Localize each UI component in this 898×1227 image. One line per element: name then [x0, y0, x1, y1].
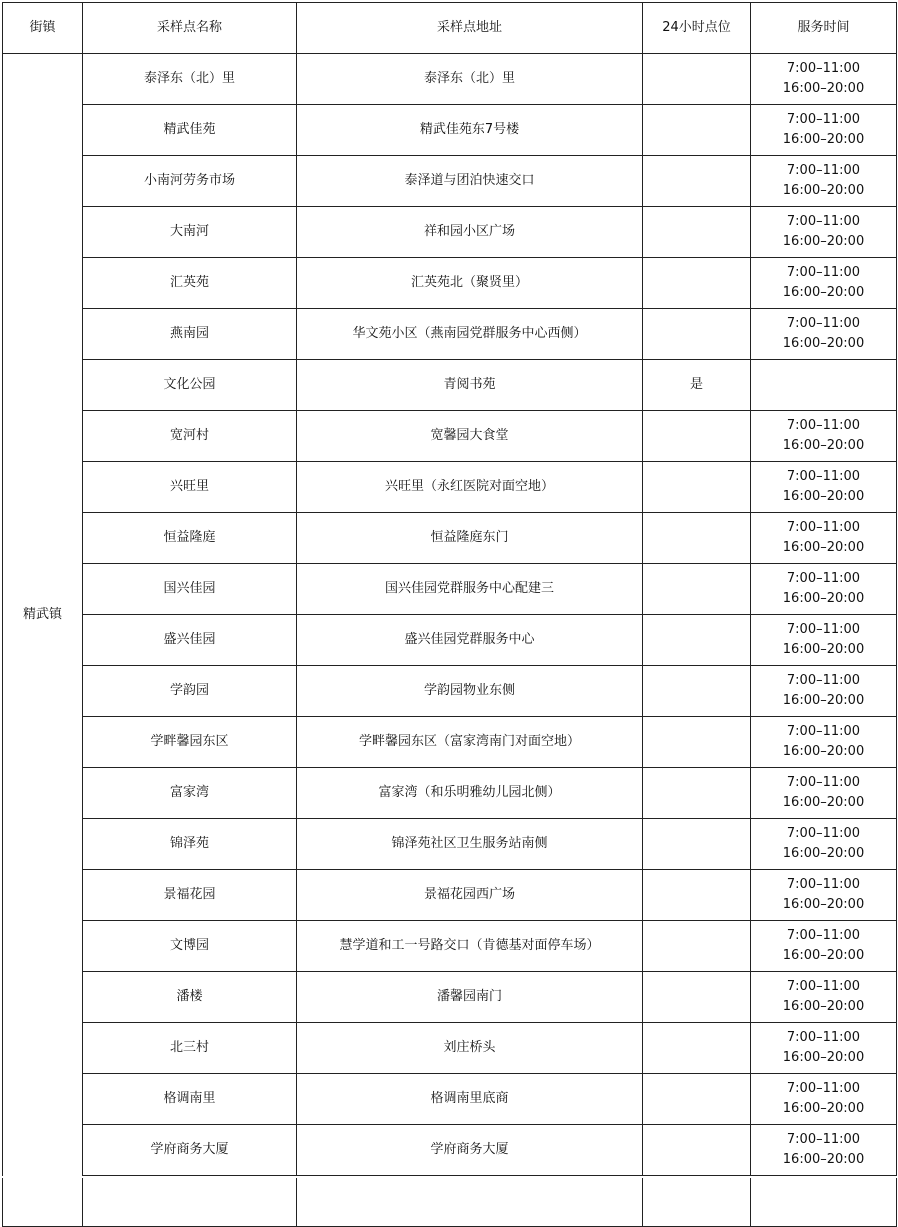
site-name-cell: 格调南里	[83, 1074, 297, 1125]
site-address-cell: 潘馨园南门	[297, 972, 643, 1023]
is-24h-cell	[643, 309, 751, 360]
site-address-cell: 国兴佳园党群服务中心配建三	[297, 564, 643, 615]
site-name-cell: 汇英苑	[83, 258, 297, 309]
service-hours-cell	[751, 156, 897, 207]
is-24h-cell	[643, 105, 751, 156]
site-name-cell: 精武佳苑	[83, 105, 297, 156]
service-hours-cell	[751, 1023, 897, 1074]
is-24h-cell	[643, 258, 751, 309]
site-address-cell: 格调南里底商	[297, 1074, 643, 1125]
morning-hours: 7:00–11:00	[786, 163, 861, 178]
morning-hours: 7:00–11:00	[786, 673, 861, 688]
is-24h-cell	[643, 870, 751, 921]
afternoon-hours: 16:00–20:00	[782, 948, 865, 963]
site-address-cell: 慧学道和工一号路交口（肯德基对面停车场）	[297, 921, 643, 972]
afternoon-hours: 16:00–20:00	[782, 795, 865, 810]
site-address-cell: 学韵园物业东侧	[297, 666, 643, 717]
is-24h-cell	[643, 54, 751, 105]
table-row	[3, 156, 897, 207]
table-row	[3, 564, 897, 615]
table-row	[3, 768, 897, 819]
site-address-cell: 祥和园小区广场	[297, 207, 643, 258]
table-row	[3, 1125, 897, 1176]
site-name-cell: 燕南园	[83, 309, 297, 360]
header-site-name: 采样点名称	[83, 3, 297, 54]
afternoon-hours: 16:00–20:00	[782, 132, 865, 147]
morning-hours: 7:00–11:00	[786, 571, 861, 586]
site-name-cell: 锦泽苑	[83, 819, 297, 870]
morning-hours: 7:00–11:00	[786, 928, 861, 943]
header-service-hours: 服务时间	[751, 3, 897, 54]
is-24h-cell	[643, 615, 751, 666]
header-site-address: 采样点地址	[297, 3, 643, 54]
afternoon-hours: 16:00–20:00	[782, 336, 865, 351]
morning-hours: 7:00–11:00	[786, 520, 861, 535]
morning-hours: 7:00–11:00	[786, 877, 861, 892]
table-row	[3, 258, 897, 309]
is-24h-cell	[643, 564, 751, 615]
morning-hours: 7:00–11:00	[786, 724, 861, 739]
site-address-cell: 兴旺里（永红医院对面空地）	[297, 462, 643, 513]
service-hours-cell	[751, 615, 897, 666]
site-address-cell: 泰泽东（北）里	[297, 54, 643, 105]
table-row	[3, 615, 897, 666]
service-hours-cell	[751, 360, 897, 411]
site-name-cell: 文化公园	[83, 360, 297, 411]
afternoon-hours: 16:00–20:00	[782, 846, 865, 861]
header-town: 街镇	[3, 3, 83, 54]
town-cell: 精武镇	[3, 54, 83, 1227]
afternoon-hours: 16:00–20:00	[782, 489, 865, 504]
site-name-cell: 文博园	[83, 921, 297, 972]
is-24h-cell	[643, 921, 751, 972]
is-24h-cell	[643, 666, 751, 717]
is-24h-cell	[643, 207, 751, 258]
table-row	[3, 1023, 897, 1074]
table-header	[3, 3, 897, 54]
table-row	[3, 462, 897, 513]
table-row	[3, 921, 897, 972]
morning-hours: 7:00–11:00	[786, 1030, 861, 1045]
site-address-cell: 宽馨园大食堂	[297, 411, 643, 462]
site-name-cell: 小南河劳务市场	[83, 156, 297, 207]
table-row	[3, 105, 897, 156]
site-address-cell: 泰泽道与团泊快速交口	[297, 156, 643, 207]
morning-hours: 7:00–11:00	[786, 214, 861, 229]
is-24h-cell	[643, 768, 751, 819]
is-24h-cell	[643, 411, 751, 462]
site-address-cell: 盛兴佳园党群服务中心	[297, 615, 643, 666]
morning-hours: 7:00–11:00	[786, 622, 861, 637]
site-address-cell: 锦泽苑社区卫生服务站南侧	[297, 819, 643, 870]
morning-hours: 7:00–11:00	[786, 418, 861, 433]
partial-cell	[751, 1176, 897, 1227]
site-name-cell: 学畔馨园东区	[83, 717, 297, 768]
site-name-cell: 兴旺里	[83, 462, 297, 513]
afternoon-hours: 16:00–20:00	[782, 81, 865, 96]
afternoon-hours: 16:00–20:00	[782, 897, 865, 912]
service-hours-cell	[751, 1074, 897, 1125]
service-hours-cell	[751, 411, 897, 462]
is-24h-cell	[643, 1125, 751, 1176]
site-name-cell: 潘楼	[83, 972, 297, 1023]
service-hours-cell	[751, 972, 897, 1023]
site-name-cell: 宽河村	[83, 411, 297, 462]
sampling-sites-table	[2, 2, 897, 1227]
partial-cell	[297, 1176, 643, 1227]
afternoon-hours: 16:00–20:00	[782, 1101, 865, 1116]
sampling-sites-table-container	[2, 2, 897, 1227]
afternoon-hours: 16:00–20:00	[782, 183, 865, 198]
is-24h-cell	[643, 513, 751, 564]
service-hours-cell	[751, 564, 897, 615]
morning-hours: 7:00–11:00	[786, 775, 861, 790]
table-row	[3, 870, 897, 921]
morning-hours: 7:00–11:00	[786, 1081, 861, 1096]
is-24h-cell	[643, 462, 751, 513]
afternoon-hours: 16:00–20:00	[782, 591, 865, 606]
is-24h-cell: 是	[643, 360, 751, 411]
service-hours-cell	[751, 717, 897, 768]
site-address-cell: 学畔馨园东区（富家湾南门对面空地）	[297, 717, 643, 768]
morning-hours: 7:00–11:00	[786, 61, 861, 76]
table-row	[3, 513, 897, 564]
service-hours-cell	[751, 513, 897, 564]
is-24h-cell	[643, 1074, 751, 1125]
table-body	[3, 54, 897, 1227]
table-row	[3, 819, 897, 870]
site-name-cell: 景福花园	[83, 870, 297, 921]
service-hours-cell	[751, 462, 897, 513]
afternoon-hours: 16:00–20:00	[782, 642, 865, 657]
header-row	[3, 3, 897, 54]
service-hours-cell	[751, 309, 897, 360]
site-address-cell: 恒益隆庭东门	[297, 513, 643, 564]
morning-hours: 7:00–11:00	[786, 316, 861, 331]
site-address-cell: 富家湾（和乐明雅幼儿园北侧）	[297, 768, 643, 819]
is-24h-cell	[643, 156, 751, 207]
afternoon-hours: 16:00–20:00	[782, 744, 865, 759]
table-row-partial	[3, 1176, 897, 1227]
is-24h-cell	[643, 972, 751, 1023]
morning-hours: 7:00–11:00	[786, 979, 861, 994]
service-hours-cell	[751, 870, 897, 921]
site-address-cell: 学府商务大厦	[297, 1125, 643, 1176]
is-24h-cell	[643, 1023, 751, 1074]
service-hours-cell	[751, 921, 897, 972]
afternoon-hours: 16:00–20:00	[782, 234, 865, 249]
table-row	[3, 411, 897, 462]
site-name-cell: 盛兴佳园	[83, 615, 297, 666]
service-hours-cell	[751, 819, 897, 870]
table-row	[3, 717, 897, 768]
site-name-cell: 学韵园	[83, 666, 297, 717]
is-24h-cell	[643, 717, 751, 768]
morning-hours: 7:00–11:00	[786, 469, 861, 484]
table-row	[3, 972, 897, 1023]
site-name-cell: 泰泽东（北）里	[83, 54, 297, 105]
afternoon-hours: 16:00–20:00	[782, 1050, 865, 1065]
site-name-cell: 学府商务大厦	[83, 1125, 297, 1176]
service-hours-cell	[751, 258, 897, 309]
afternoon-hours: 16:00–20:00	[782, 285, 865, 300]
is-24h-cell	[643, 819, 751, 870]
site-address-cell: 汇英苑北（聚贤里）	[297, 258, 643, 309]
table-row	[3, 207, 897, 258]
table-row	[3, 666, 897, 717]
site-address-cell: 青阅书苑	[297, 360, 643, 411]
site-name-cell: 北三村	[83, 1023, 297, 1074]
site-name-cell: 国兴佳园	[83, 564, 297, 615]
service-hours-cell	[751, 54, 897, 105]
table-row	[3, 309, 897, 360]
table-row	[3, 360, 897, 411]
site-address-cell: 景福花园西广场	[297, 870, 643, 921]
table-row	[3, 54, 897, 105]
morning-hours: 7:00–11:00	[786, 112, 861, 127]
service-hours-cell	[751, 1125, 897, 1176]
service-hours-cell	[751, 666, 897, 717]
partial-cell	[83, 1176, 297, 1227]
afternoon-hours: 16:00–20:00	[782, 438, 865, 453]
service-hours-cell	[751, 207, 897, 258]
afternoon-hours: 16:00–20:00	[782, 540, 865, 555]
afternoon-hours: 16:00–20:00	[782, 999, 865, 1014]
site-name-cell: 富家湾	[83, 768, 297, 819]
morning-hours: 7:00–11:00	[786, 826, 861, 841]
site-name-cell: 大南河	[83, 207, 297, 258]
morning-hours: 7:00–11:00	[786, 1132, 861, 1147]
site-name-cell: 恒益隆庭	[83, 513, 297, 564]
site-address-cell: 刘庄桥头	[297, 1023, 643, 1074]
afternoon-hours: 16:00–20:00	[782, 1152, 865, 1167]
site-address-cell: 华文苑小区（燕南园党群服务中心西侧）	[297, 309, 643, 360]
morning-hours: 7:00–11:00	[786, 265, 861, 280]
service-hours-cell	[751, 768, 897, 819]
service-hours-cell	[751, 105, 897, 156]
site-address-cell: 精武佳苑东7号楼	[297, 105, 643, 156]
header-24h: 24小时点位	[643, 3, 751, 54]
table-row	[3, 1074, 897, 1125]
afternoon-hours: 16:00–20:00	[782, 693, 865, 708]
partial-cell	[643, 1176, 751, 1227]
